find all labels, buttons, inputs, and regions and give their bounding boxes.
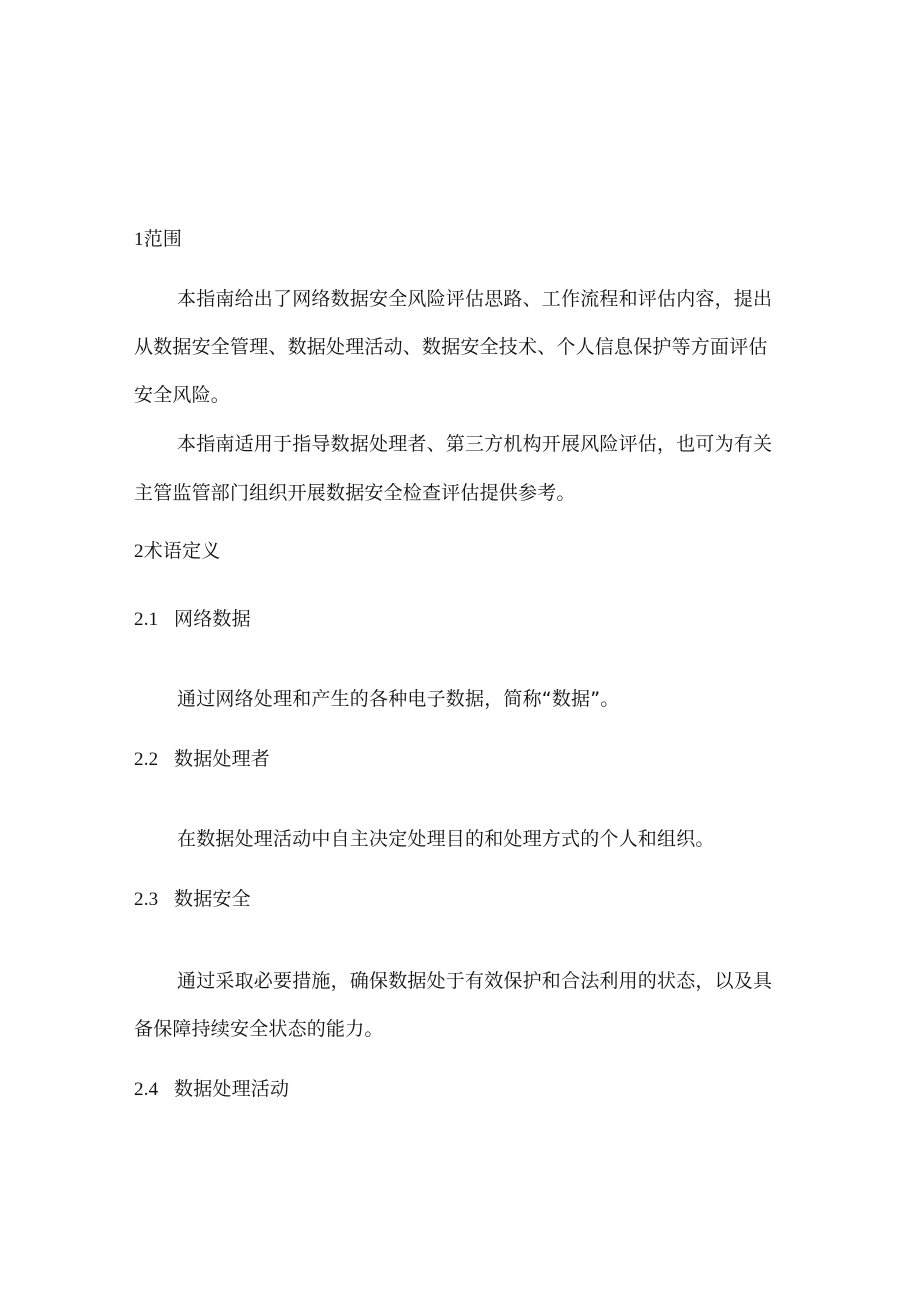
- paragraph-line: 本指南给出了网络数据安全风险评估思路、工作流程和评估内容，提出: [177, 288, 773, 310]
- subsection-title: 网络数据: [174, 608, 251, 630]
- subsection-number: 2.1: [134, 609, 159, 630]
- paragraph-line: 本指南适用于指导数据处理者、第三方机构开展风险评估，也可为有关: [177, 433, 773, 455]
- definition-line: 备保障持续安全状态的能力。: [134, 1018, 384, 1040]
- section-heading-1: [134, 226, 182, 253]
- subsection-number: 2.4: [134, 1079, 159, 1100]
- subsection-heading-2-3: [134, 886, 251, 913]
- subsection-number: 2.2: [134, 749, 159, 770]
- definition-line: 通过采取必要措施，确保数据处于有效保护和合法利用的状态，以及具: [177, 970, 773, 992]
- section-title: 术语定义: [143, 540, 221, 562]
- subsection-number: 2.3: [134, 889, 159, 910]
- definition-line: 在数据处理活动中自主决定处理目的和处理方式的个人和组织。: [177, 828, 715, 850]
- subsection-title: 数据处理活动: [174, 1078, 290, 1100]
- subsection-heading-2-2: [134, 746, 270, 773]
- subsection-heading-2-4: [134, 1076, 289, 1103]
- paragraph-line: 安全风险。: [134, 384, 231, 406]
- subsection-heading-2-1: [134, 606, 251, 633]
- paragraph-line: 主管监管部门组织开展数据安全检查评估提供参考。: [134, 482, 576, 504]
- section-number: 2: [134, 541, 144, 562]
- section-title: 范围: [143, 228, 183, 250]
- paragraph-line: 从数据安全管理、数据处理活动、数据安全技术、个人信息保护等方面评估: [134, 336, 768, 358]
- section-number: 1: [134, 229, 144, 250]
- section-heading-2: [134, 538, 221, 565]
- definition-line: 通过网络处理和产生的各种电子数据，简称“数据”。: [177, 688, 620, 710]
- subsection-title: 数据安全: [174, 888, 251, 910]
- subsection-title: 数据处理者: [174, 748, 271, 770]
